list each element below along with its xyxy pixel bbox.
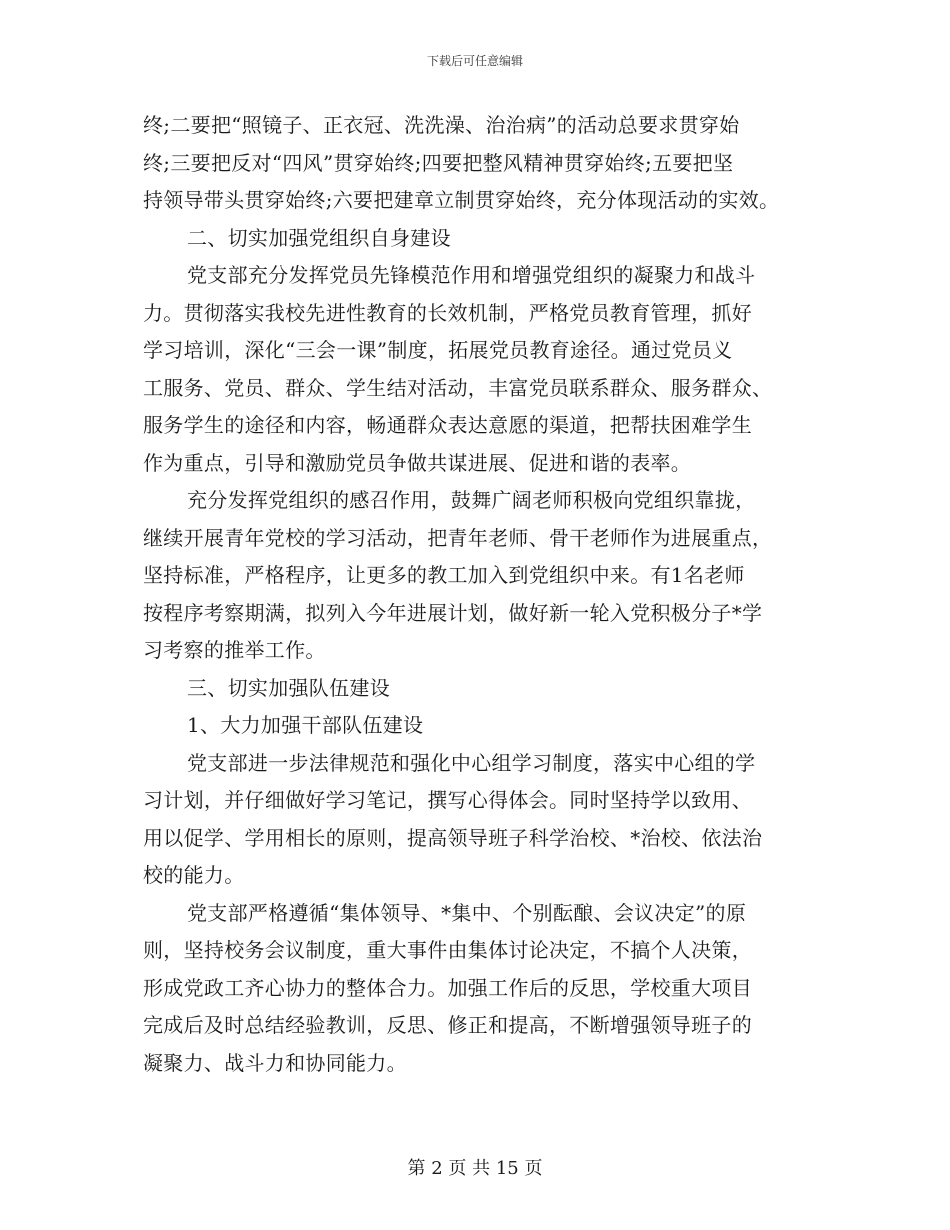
body-line: 服务学生的途径和内容，畅通群众表达意愿的渠道，把帮扶困难学生 xyxy=(143,413,752,437)
body-line: 党支部进一步法律规范和强化中心组学习制度，落实中心组的学 xyxy=(187,750,756,775)
body-line: 持领导带头贯穿始终;六要把建章立制贯穿始终，充分体现活动的实效。 xyxy=(143,188,780,212)
body-line: 则，坚持校务会议制度，重大事件由集体讨论决定，不搞个人决策， xyxy=(143,938,752,962)
body-line: 终;三要把反对“四风”贯穿始终;四要把整风精神贯穿始终;五要把坚 xyxy=(143,150,734,175)
body-line: 党支部严格遵循“集体领导、*集中、个别酝酿、会议决定”的原 xyxy=(187,900,747,925)
body-line: 习计划，并仔细做好学习笔记，撰写心得体会。同时坚持学以致用、 xyxy=(143,788,752,812)
body-line: 党支部充分发挥党员先锋模范作用和增强党组织的凝聚力和战斗 xyxy=(187,263,756,287)
body-line: 充分发挥党组织的感召作用，鼓舞广阔老师积极向党组织靠拢， xyxy=(187,488,756,512)
body-line: 习考察的推举工作。 xyxy=(143,638,326,662)
body-line: 按程序考察期满，拟列入今年进展计划，做好新一轮入党积极分子*学 xyxy=(143,600,763,625)
page-number: 第 2 页 共 15 页 xyxy=(407,1158,543,1179)
body-line: 终;二要把“照镜子、正衣冠、洗洗澡、治治病”的活动总要求贯穿始 xyxy=(143,113,740,137)
section-heading: 二、切实加强党组织自身建设 xyxy=(187,225,451,250)
body-line: 工服务、党员、群众、学生结对活动，丰富党员联系群众、服务群众、 xyxy=(143,375,773,400)
body-line: 形成党政工齐心协力的整体合力。加强工作后的反思，学校重大项目 xyxy=(143,975,752,1000)
subsection-heading: 1、大力加强干部队伍建设 xyxy=(187,713,424,737)
body-line: 学习培训，深化“三会一课”制度，拓展党员教育途径。通过党员义 xyxy=(143,338,733,362)
document-body xyxy=(143,107,823,1082)
body-line: 校的能力。 xyxy=(143,863,245,887)
page-header: 下载后可任意编辑 xyxy=(426,54,523,68)
body-line: 坚持标准，严格程序，让更多的教工加入到党组织中来。有1名老师 xyxy=(143,563,745,587)
body-line: 凝聚力、战斗力和协同能力。 xyxy=(143,1050,407,1075)
body-line: 力。贯彻落实我校先进性教育的长效机制，严格党员教育管理，抓好 xyxy=(143,300,752,325)
body-line: 完成后及时总结经验教训，反思、修正和提高，不断增强领导班子的 xyxy=(143,1013,752,1037)
section-heading: 三、切实加强队伍建设 xyxy=(187,675,390,700)
body-line: 继续开展青年党校的学习活动，把青年老师、骨干老师作为进展重点， xyxy=(143,525,773,550)
body-line: 作为重点，引导和激励党员争做共谋进展、促进和谐的表率。 xyxy=(143,450,692,475)
body-line: 用以促学、学用相长的原则，提高领导班子科学治校、*治校、依法治 xyxy=(143,825,763,850)
